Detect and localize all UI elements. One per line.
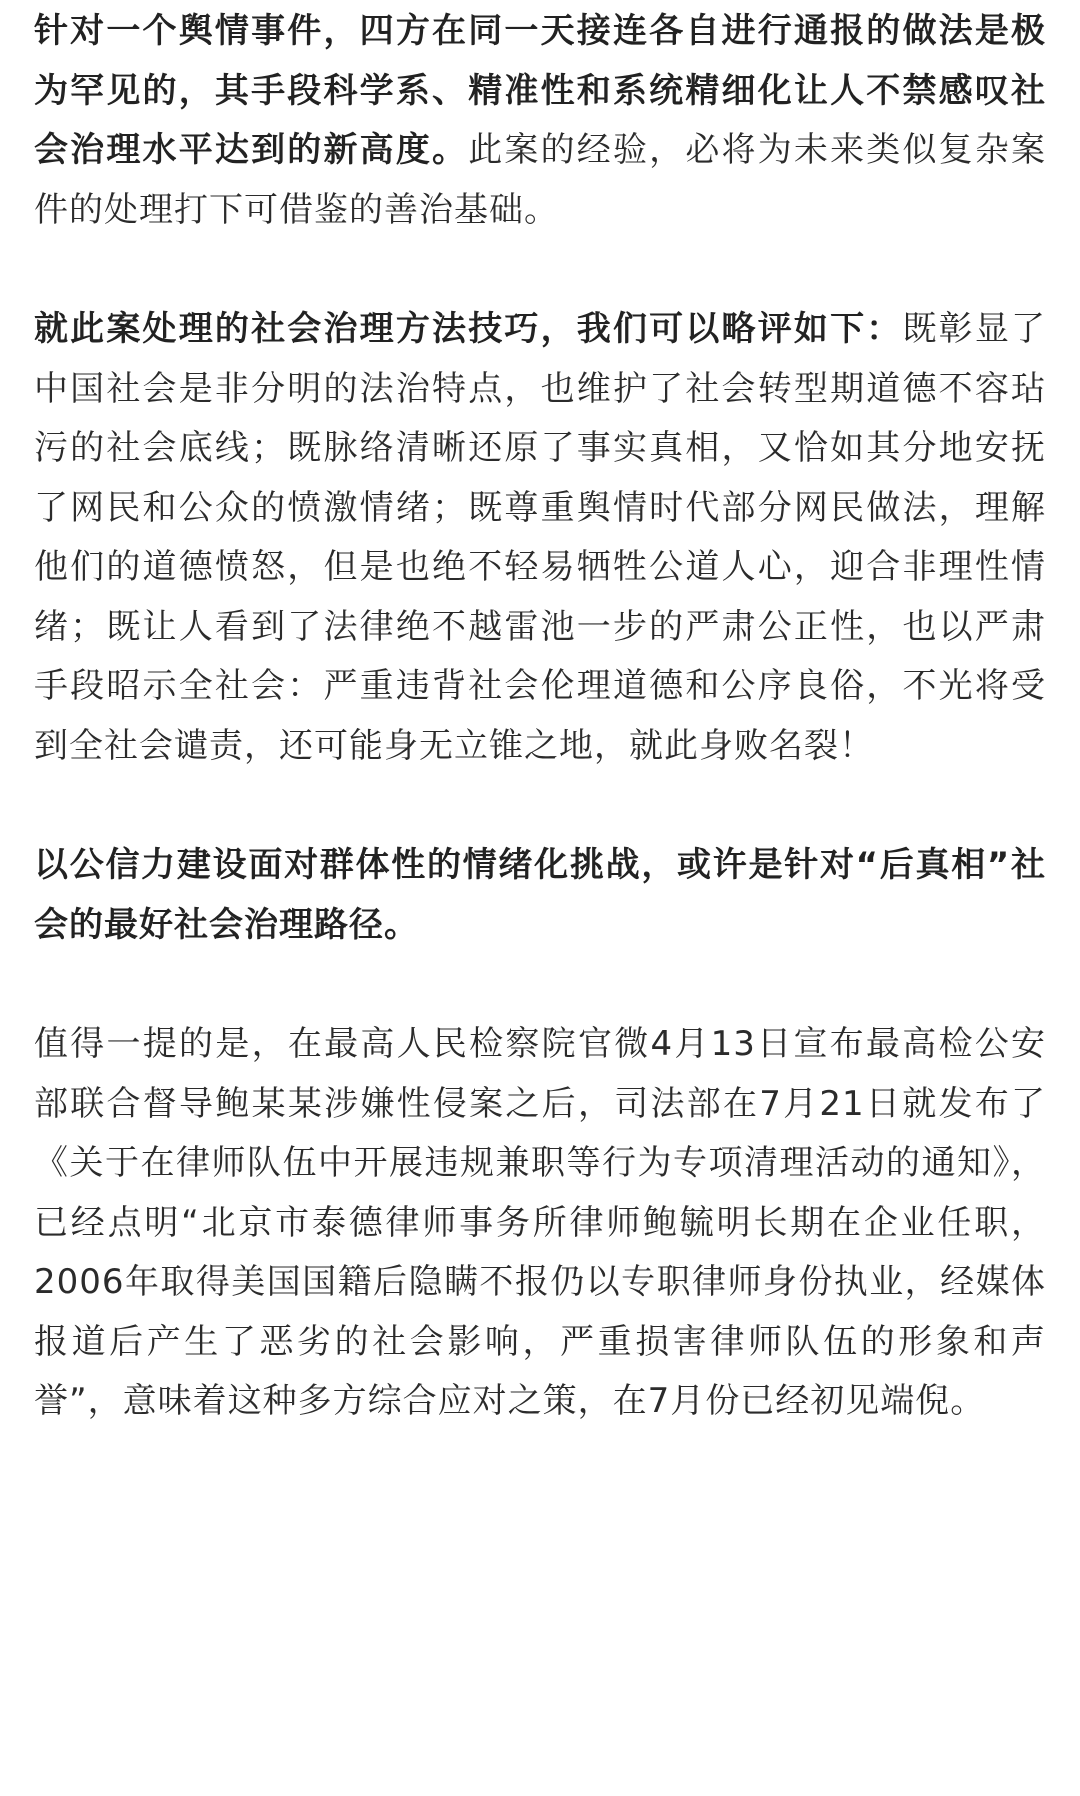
paragraph-1-bold: 针对一个舆情事件，四方在同一天接连各自进行通报的做法是极为罕见的，其手段科学系、精准性和系统精细化让人不禁感叹社会治理水平达到的新高度。 (34, 11, 1046, 170)
paragraph-4-text: 值得一提的是，在最高人民检察院官微4月13日宣布最高检公安部联合督导鲍某某涉嫌性侵案之后，司法部在7月21日就发布了《关于在律师队伍中开展违规兼职等行为专项清理活动的通知》，已经点明“北京市泰德律师事务所律师鲍毓明长期在企业任职，2006年取得美国国籍后隐瞒不报仍以专职律师身份执业，经媒体报道后产生了恶劣的社会影响，严重损害律师队伍的形象和声誉”，意味着这种多方综合应对之策，在7月份已经初见端倪。 (34, 1024, 1046, 1421)
paragraph-gap (34, 955, 1046, 1015)
paragraph-2-text: 既彰显了中国社会是非分明的法治特点，也维护了社会转型期道德不容玷污的社会底线；既脉络清晰还原了事实真相，又恰如其分地安抚了网民和公众的愤激情绪；既尊重舆情时代部分网民做法，理解他们的道德愤怒，但是也绝不轻易牺牲公道人心，迎合非理性情绪；既让人看到了法律绝不越雷池一步的严肃公正性，也以严肃手段昭示全社会：严重违背社会伦理道德和公序良俗，不光将受到全社会谴责，还可能身无立锥之地，就此身败名裂！ (34, 309, 1047, 766)
paragraph-3 (34, 836, 1046, 955)
paragraph-gap (34, 776, 1046, 836)
article-body (34, 2, 1046, 1432)
paragraph-1-text: 此案的经验，必将为未来类似复杂案件的处理打下可借鉴的善治基础。 (34, 130, 1047, 230)
paragraph-2-bold: 就此案处理的社会治理方法技巧，我们可以略评如下： (34, 309, 903, 349)
paragraph-gap (34, 240, 1046, 300)
paragraph-4 (34, 1015, 1046, 1432)
paragraph-2 (34, 300, 1046, 776)
paragraph-3-bold: 以公信力建设面对群体性的情绪化挑战，或许是针对“后真相”社会的最好社会治理路径。 (34, 845, 1046, 945)
paragraph-1 (34, 2, 1046, 240)
